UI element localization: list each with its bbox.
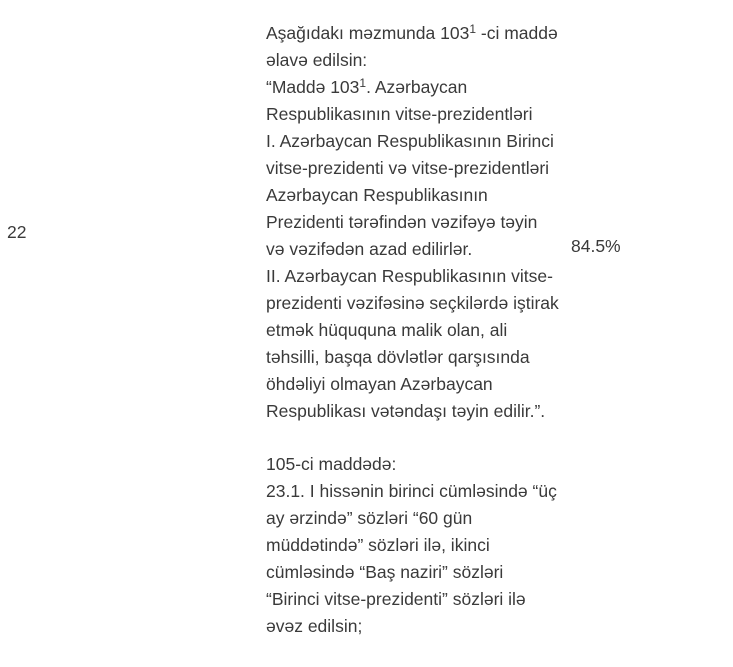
text-line: ay ərzində” sözləri “60 gün xyxy=(266,508,473,528)
text-line: və vəzifədən azad edilirlər. xyxy=(266,239,473,259)
text-line: Respublikası vətəndaşı təyin edilir.”. xyxy=(266,401,546,421)
text-line: Azərbaycan Respublikasının xyxy=(266,185,488,205)
text-line: təhsilli, başqa dövlətlər qarşısında xyxy=(266,347,530,367)
row-number-cell xyxy=(7,222,26,242)
text-line: etmək hüququna malik olan, ali xyxy=(266,320,508,340)
text-line: 105-ci maddədə: xyxy=(266,454,397,474)
text-line: müddətində” sözləri ilə, ikinci xyxy=(266,535,490,555)
text-fragment: -ci maddə xyxy=(476,23,558,43)
text-line: 23.1. I hissənin birinci cümləsində “üç xyxy=(266,481,557,501)
row-number: 22 xyxy=(7,222,27,242)
text-line: I. Azərbaycan Respublikasının Birinci xyxy=(266,131,554,151)
text-fragment: . Azərbaycan xyxy=(366,77,468,97)
text-line: Prezidenti tərəfindən vəzifəyə təyin xyxy=(266,212,538,232)
amendment-paragraph-article-103-1 xyxy=(266,20,586,425)
amendment-paragraph-article-105 xyxy=(266,451,586,640)
superscript: 1 xyxy=(469,22,477,36)
superscript: 1 xyxy=(359,76,367,90)
text-line xyxy=(266,20,586,47)
text-line: Respublikasının vitse-prezidentləri xyxy=(266,104,533,124)
text-fragment: “Maddə 103 xyxy=(266,77,360,97)
text-line: əvəz edilsin; xyxy=(266,616,363,636)
percent-cell xyxy=(571,236,621,256)
text-line: prezidenti vəzifəsinə seçkilərdə iştirak xyxy=(266,293,559,313)
amendment-text-cell xyxy=(266,20,586,640)
text-line: “Birinci vitse-prezidenti” sözləri ilə xyxy=(266,589,526,609)
text-line: öhdəliyi olmayan Azərbaycan xyxy=(266,374,493,394)
text-line: əlavə edilsin: xyxy=(266,50,368,70)
text-line: vitse-prezidenti və vitse-prezidentləri xyxy=(266,158,550,178)
paragraph-gap xyxy=(266,425,586,451)
approval-percent: 84.5% xyxy=(571,236,621,256)
text-line: II. Azərbaycan Respublikasının vitse- xyxy=(266,266,553,286)
text-fragment: Aşağıdakı məzmunda 103 xyxy=(266,23,470,43)
text-line xyxy=(266,74,586,101)
text-line: cümləsində “Baş naziri” sözləri xyxy=(266,562,504,582)
